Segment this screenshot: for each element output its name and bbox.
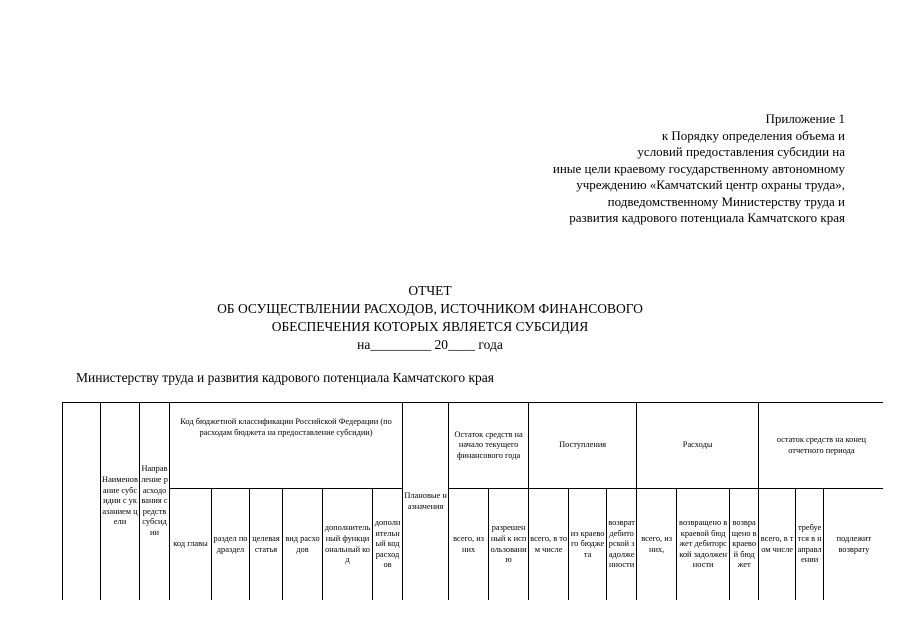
group-balance-end: остаток средств на конец отчетного периода bbox=[759, 403, 883, 489]
group-balance-start: Остаток средств на начало текущего финансового года bbox=[449, 403, 529, 489]
col-kbk-additional: дополнительный код расходов bbox=[373, 489, 403, 601]
col-balance-start-permitted: разрешенный к использованию bbox=[489, 489, 529, 601]
col-expense-direction: Направление расходования средств субсидии bbox=[140, 403, 170, 601]
appendix-line: учреждению «Камчатский центр охраны труда», bbox=[576, 177, 845, 192]
col-balance-end-to-return: подлежит возврату bbox=[824, 489, 883, 601]
report-addressee: Министерству труда и развития кадрового потенциала Камчатского края bbox=[76, 370, 494, 385]
group-kbk: Код бюджетной классификации Российской Федерации (по расходам бюджета на предоставление субсидии) bbox=[170, 403, 403, 489]
report-title bbox=[150, 282, 710, 354]
col-expenses-total: всего, из них, bbox=[637, 489, 677, 601]
col-kbk-section: раздел подраздел bbox=[212, 489, 250, 601]
appendix-line: Приложение 1 bbox=[765, 111, 845, 126]
col-expenses-returned-budget: возвращено в краевой бюджет bbox=[730, 489, 759, 601]
appendix-line: подведомственному Министерству труда и bbox=[607, 193, 845, 209]
report-title-line: ОБ ОСУЩЕСТВЛЕНИИ РАСХОДОВ, ИСТОЧНИКОМ ФИНАНСОВОГО bbox=[217, 301, 643, 316]
report-title-line: ОТЧЕТ bbox=[408, 283, 452, 298]
report-table bbox=[62, 402, 883, 600]
col-receipts-total: всего, в том числе bbox=[529, 489, 569, 601]
row-number-cell bbox=[63, 403, 101, 601]
col-kbk-chapter: код главы bbox=[170, 489, 212, 601]
appendix-line: к Порядку определения объема и bbox=[661, 127, 845, 143]
appendix-line: условий предоставления субсидии на bbox=[637, 144, 845, 159]
col-kbk-article: целевая статья bbox=[250, 489, 283, 601]
report-date-line: на_________ 20____ года bbox=[357, 337, 503, 352]
col-balance-start-total: всего, из них bbox=[449, 489, 489, 601]
col-receipts-regional: из краевого бюджета bbox=[569, 489, 607, 601]
col-expenses-returned-receivables: возвращено в краевой бюджет дебиторской задолженности bbox=[677, 489, 730, 601]
group-expenses: Расходы bbox=[637, 403, 759, 489]
col-balance-end-required: требуется в направлении bbox=[796, 489, 824, 601]
report-title-line: ОБЕСПЕЧЕНИЯ КОТОРЫХ ЯВЛЯЕТСЯ СУБСИДИЯ bbox=[271, 319, 589, 334]
col-kbk-functional: дополнительный функциональный код bbox=[323, 489, 373, 601]
col-receipts-returned: возврат дебиторской задолженности bbox=[607, 489, 637, 601]
col-planned-purpose: Плановые назначения bbox=[403, 403, 449, 601]
group-receipts: Поступления bbox=[529, 403, 637, 489]
appendix-line: иные цели краевому государственному автономному bbox=[552, 160, 845, 176]
appendix-line: развития кадрового потенциала Камчатского края bbox=[569, 210, 845, 225]
col-kbk-type: вид расходов bbox=[283, 489, 323, 601]
col-subsidy-name: Наименование субсидии с указанием цели bbox=[101, 403, 140, 601]
appendix-block bbox=[460, 111, 845, 227]
col-balance-end-total: всего, в том числе bbox=[759, 489, 796, 601]
